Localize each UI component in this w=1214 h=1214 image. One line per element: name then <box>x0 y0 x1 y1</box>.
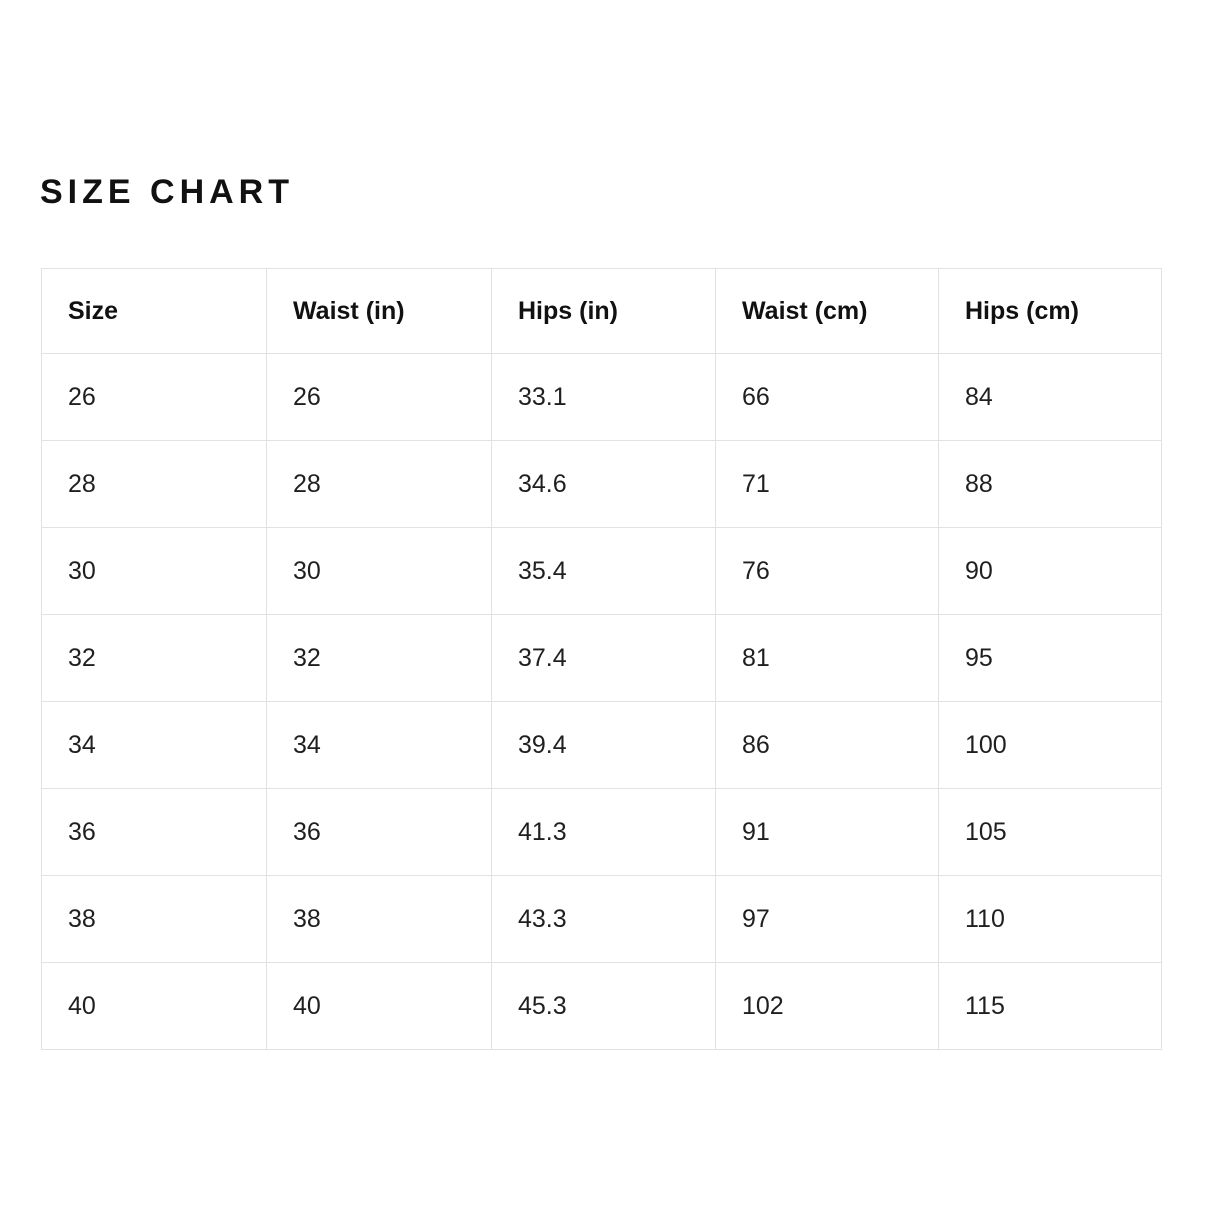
cell-waist-cm: 102 <box>716 963 939 1050</box>
cell-hips-in: 37.4 <box>492 615 716 702</box>
table-row <box>42 702 1162 789</box>
page-title: SIZE CHART <box>40 173 294 211</box>
cell-waist-cm: 81 <box>716 615 939 702</box>
cell-hips-in: 35.4 <box>492 528 716 615</box>
table-header <box>42 269 1162 354</box>
table-row <box>42 615 1162 702</box>
cell-size: 28 <box>42 441 267 528</box>
cell-hips-in: 45.3 <box>492 963 716 1050</box>
cell-waist-in: 38 <box>267 876 492 963</box>
cell-hips-in: 39.4 <box>492 702 716 789</box>
cell-waist-cm: 76 <box>716 528 939 615</box>
cell-waist-in: 34 <box>267 702 492 789</box>
cell-waist-cm: 71 <box>716 441 939 528</box>
table-row <box>42 963 1162 1050</box>
cell-waist-in: 28 <box>267 441 492 528</box>
size-chart-table-wrapper <box>41 268 1161 1050</box>
column-header-hips-cm: Hips (cm) <box>939 269 1162 354</box>
table-row <box>42 789 1162 876</box>
table-row <box>42 876 1162 963</box>
cell-hips-cm: 105 <box>939 789 1162 876</box>
cell-waist-in: 26 <box>267 354 492 441</box>
table-row <box>42 528 1162 615</box>
cell-size: 30 <box>42 528 267 615</box>
column-header-hips-in: Hips (in) <box>492 269 716 354</box>
table-row <box>42 354 1162 441</box>
table-header-row <box>42 269 1162 354</box>
table-body <box>42 354 1162 1050</box>
column-header-waist-in: Waist (in) <box>267 269 492 354</box>
cell-size: 38 <box>42 876 267 963</box>
cell-waist-cm: 97 <box>716 876 939 963</box>
column-header-size: Size <box>42 269 267 354</box>
cell-size: 34 <box>42 702 267 789</box>
cell-size: 40 <box>42 963 267 1050</box>
column-header-waist-cm: Waist (cm) <box>716 269 939 354</box>
cell-waist-in: 40 <box>267 963 492 1050</box>
cell-hips-in: 43.3 <box>492 876 716 963</box>
cell-size: 26 <box>42 354 267 441</box>
cell-hips-in: 34.6 <box>492 441 716 528</box>
size-chart-table <box>41 268 1162 1050</box>
table-row <box>42 441 1162 528</box>
cell-waist-in: 36 <box>267 789 492 876</box>
cell-waist-in: 32 <box>267 615 492 702</box>
cell-hips-cm: 84 <box>939 354 1162 441</box>
cell-hips-cm: 115 <box>939 963 1162 1050</box>
cell-size: 36 <box>42 789 267 876</box>
cell-waist-cm: 91 <box>716 789 939 876</box>
cell-hips-cm: 90 <box>939 528 1162 615</box>
cell-hips-in: 41.3 <box>492 789 716 876</box>
cell-waist-in: 30 <box>267 528 492 615</box>
cell-hips-in: 33.1 <box>492 354 716 441</box>
cell-waist-cm: 66 <box>716 354 939 441</box>
cell-hips-cm: 110 <box>939 876 1162 963</box>
cell-hips-cm: 100 <box>939 702 1162 789</box>
cell-waist-cm: 86 <box>716 702 939 789</box>
cell-size: 32 <box>42 615 267 702</box>
cell-hips-cm: 88 <box>939 441 1162 528</box>
cell-hips-cm: 95 <box>939 615 1162 702</box>
